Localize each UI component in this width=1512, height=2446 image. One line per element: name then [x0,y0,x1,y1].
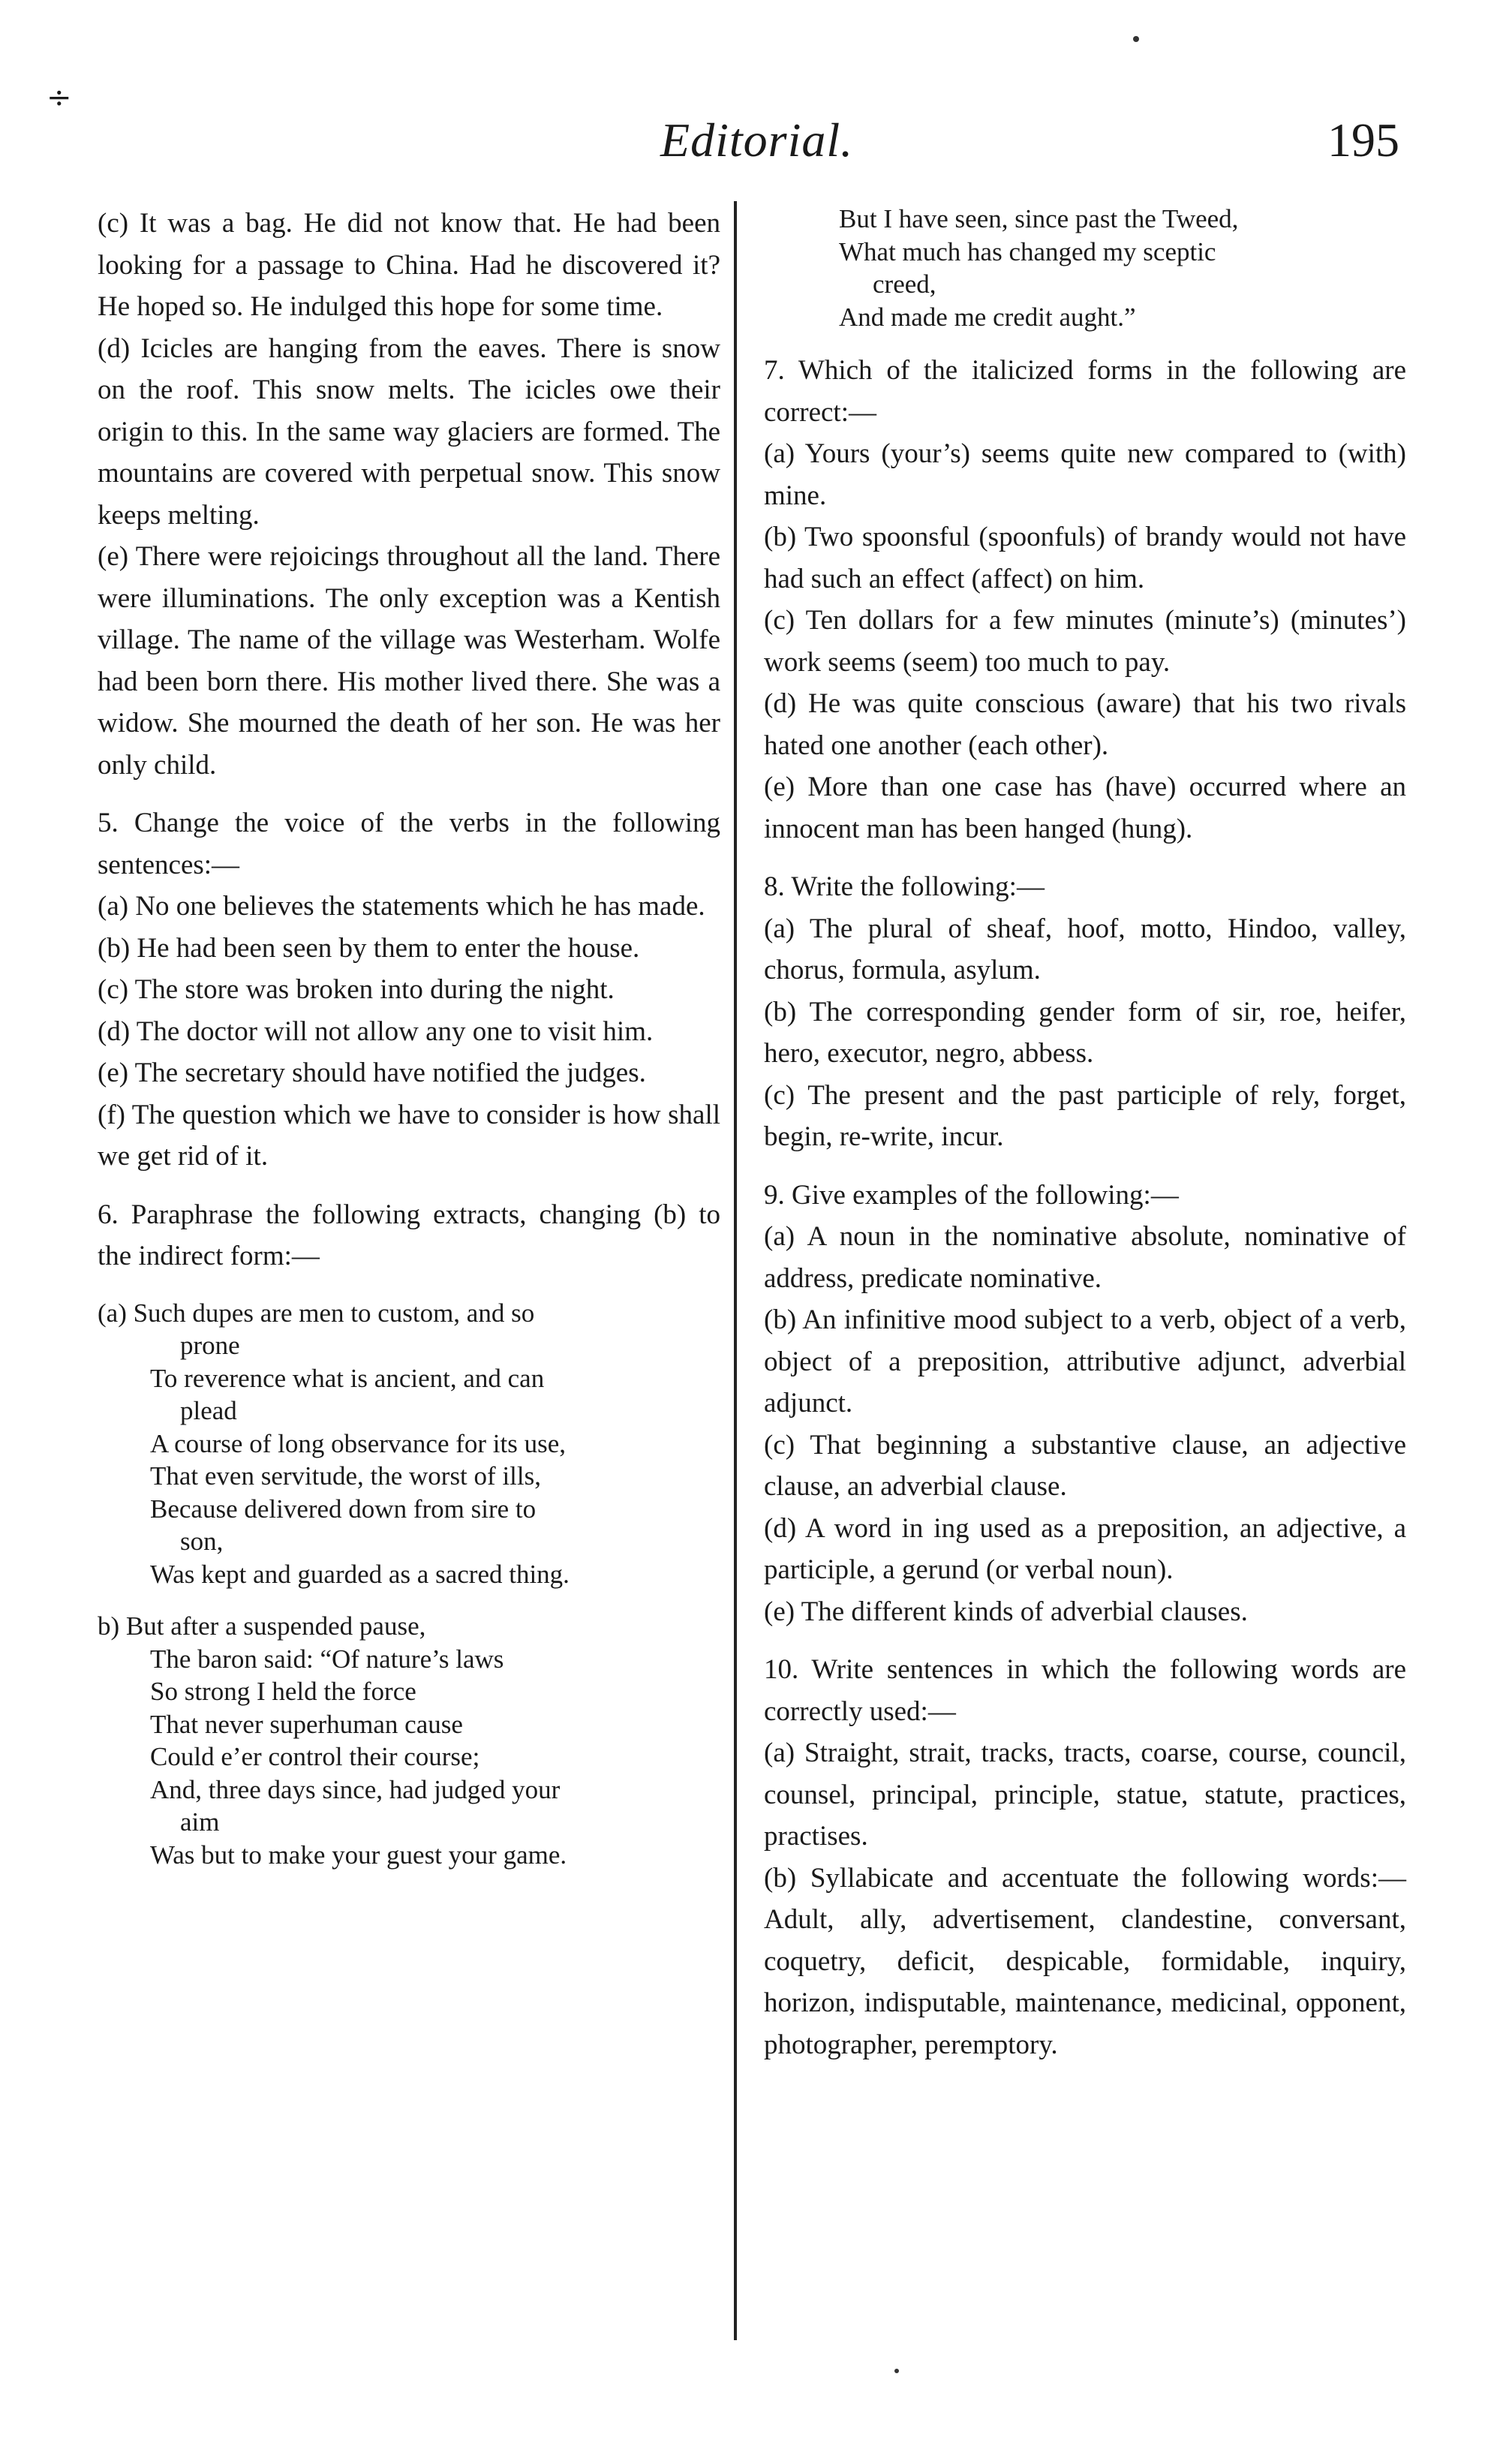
poem-line: That even servitude, the worst of ills, [150,1461,541,1491]
paragraph: (e) The different kinds of adverbial clauses. [764,1596,1248,1627]
paragraph: (d) He was quite conscious (aware) that his two rivals hated one another (each other). [764,688,1406,761]
paragraph: (c) It was a bag. He did not know that. He had been looking for a passage to China. Had he discovered it? He hoped so. He indulged this hope for some time. [98,208,720,322]
poem-line: And, three days since, had judged your [150,1774,561,1804]
poem-line: b) But after a suspended pause, [98,1611,426,1641]
paragraph: (c) The present and the past participle of rely, forget, begin, re-write, incur. [764,1079,1406,1152]
paragraph: (e) There were rejoicings throughout all the land. There were illuminations. The only exception was a Kentish village. The name of the village was Westerham. Wolfe had been born there. His mother lived there. She was a widow. She mourned the death of her son. He was her only child. [98,541,720,781]
poem-line: Was but to make your guest your game. [150,1840,567,1870]
poem-line: aim [180,1807,220,1837]
paragraph: (c) The store was broken into during the night. [98,974,615,1005]
question-heading: 9. Give examples of the following:— [764,1179,1179,1211]
paragraph: (b) An infinitive mood subject to a verb, object of a verb, object of a preposition, attributive adjunct, adverbial adjunct. [764,1304,1406,1419]
poem-line: creed, [873,269,936,299]
paragraph: (c) Ten dollars for a few minutes (minute’s) (minutes’) work seems (seem) too much to pay. [764,605,1406,678]
paragraph: (b) The corresponding gender form of sir, roe, heifer, hero, executor, negro, abbess. [764,996,1406,1069]
question-heading: 6. Paraphrase the following extracts, changing (b) to the indirect form:— [98,1199,720,1271]
right-column [764,203,1406,2065]
poem-line: Because delivered down from sire to [150,1494,537,1524]
poem-line: Was kept and guarded as a sacred thing. [150,1559,570,1589]
poem-line: Could e’er control their course; [150,1742,480,1771]
poem-line: But I have seen, since past the Tweed, [839,204,1239,233]
paragraph: (a) Yours (your’s) seems quite new compared to (with) mine. [764,438,1406,511]
poem-line: plead [180,1396,237,1425]
column-rule [734,201,737,2340]
poem-line: That never superhuman cause [150,1709,463,1739]
paragraph: (a) A noun in the nominative absolute, nominative of address, predicate nominative. [764,1221,1406,1294]
corner-mark: ÷ [47,80,72,115]
poem-line: What much has changed my sceptic [839,236,1216,266]
poem-line: So strong I held the force [150,1677,416,1706]
paragraph: (e) The secretary should have notified the judges. [98,1058,646,1088]
paragraph: (d) A word in ing used as a preposition, an adjective, a participle, a gerund (or verbal noun). [764,1512,1406,1585]
extract-b-continued [764,203,1406,333]
paragraph: (f) The question which we have to consider is how shall we get rid of it. [98,1099,720,1172]
left-column [98,203,720,1871]
running-title: Editorial. [660,113,854,167]
question-heading: 8. Write the following:— [764,871,1045,902]
paragraph: (a) No one believes the statements which he has made. [98,891,705,922]
extract-b [98,1610,720,1871]
poem-line: prone [180,1331,240,1360]
paragraph: (a) Straight, strait, tracks, tracts, coarse, course, council, counsel, principal, principle, statue, statute, practices, practises. [764,1737,1406,1852]
paragraph: (a) The plural of sheaf, hoof, motto, Hindoo, valley, chorus, formula, asylum. [764,913,1406,985]
poem-line: To reverence what is ancient, and can [150,1363,545,1393]
poem-line: A course of long observance for its use, [150,1428,567,1458]
paragraph: (b) Syllabicate and accentuate the following words:—Adult, ally, advertisement, clandestine, conversant, coquetry, deficit, despicable, formidable, inquiry, horizon, indisputable, maintenance, medicinal, opponent, photographer, peremptory. [764,1862,1406,2060]
poem-line: And made me credit aught.” [839,302,1136,332]
paragraph: (b) He had been seen by them to enter the house. [98,932,640,964]
question-heading: 10. Write sentences in which the following words are correctly used:— [764,1654,1406,1727]
poem-line: (a) Such dupes are men to custom, and so [98,1298,535,1328]
paragraph: (d) The doctor will not allow any one to visit him. [98,1015,654,1047]
extract-a [98,1297,720,1591]
paragraph: (c) That beginning a substantive clause, an adjective clause, an adverbial clause. [764,1429,1406,1502]
paragraph: (e) More than one case has (have) occurred where an innocent man has been hanged (hung). [764,772,1406,844]
question-heading: 7. Which of the italicized forms in the following are correct:— [764,355,1406,428]
question-heading: 5. Change the voice of the verbs in the following sentences:— [98,808,720,880]
page-header [660,113,1399,180]
speck [1133,36,1139,42]
poem-line: The baron said: “Of nature’s laws [150,1644,504,1674]
paragraph: (d) Icicles are hanging from the eaves. There is snow on the roof. This snow melts. The icicles owe their origin to this. In the same way glaciers are formed. The mountains are covered with perpetual snow. This snow keeps melting. [98,332,720,531]
speck [894,2369,899,2373]
paragraph: (b) Two spoonsful (spoonfuls) of brandy would not have had such an effect (affect) on him. [764,522,1406,594]
page-number: 195 [1327,113,1399,167]
poem-line: son, [180,1527,224,1556]
